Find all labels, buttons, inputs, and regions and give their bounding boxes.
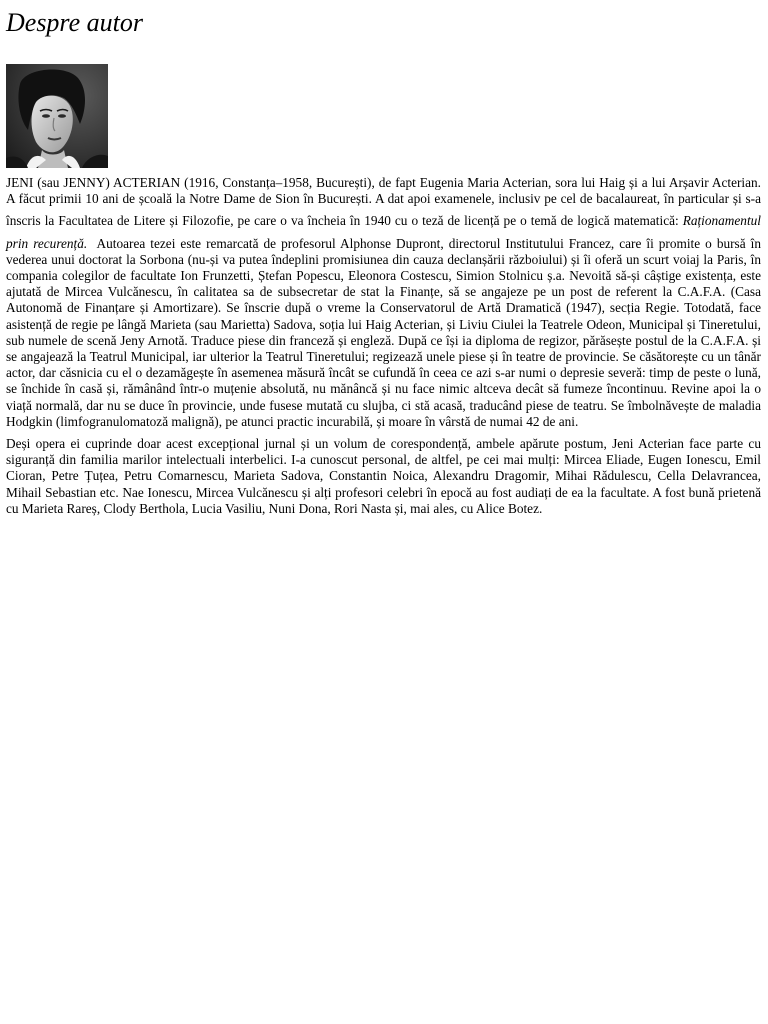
legacy-paragraph: Deși opera ei cuprinde doar acest excepțional jurnal și un volum de corespondență, ambele apărute postum, Jeni Acterian face parte cu siguranță din familia marilor intelectuali interbelici. I-a cunoscut personal, de altfel, pe cei mai mulți: Mircea Eliade, Eugen Ionescu, Emil Cioran, Petre Țuțea, Petru Comarnescu, Marieta Sadova, Constantin Noica, Alexandru Dragomir, Mihai Rădulescu, Cella Delavrancea, Mihail Sebastian etc. Nae Ionescu, Mircea Vulcănescu și alți profesori celebri în epocă au fost audiați de ea la facultate. A fost bună prietenă cu Marieta Rareș, Clody Berthola, Lucia Vasiliu, Nuni Dona, Rori Nasta și, mai ales, cu Alice Botez. bbox=[6, 436, 761, 516]
biography-paragraph bbox=[6, 175, 765, 430]
document-page bbox=[6, 0, 765, 517]
page-title: Despre autor bbox=[6, 8, 143, 37]
biography-line bbox=[6, 213, 761, 229]
biography-line: JENI (sau JENNY) ACTERIAN (1916, Constanța–1958, București), de fapt Eugenia Maria Acterian, sora lui Haig și a lui Arșavir Acterian. bbox=[6, 175, 761, 190]
biography-text: Autoarea tezei este remarcată de profesorul Alphonse Dupront, directorul Institutului Francez, care îi promite o bursă în vederea unui doctorat la Sorbona (nu-și va putea îndeplini promisiunea din cauza declanșării războiului) și îi oferă un scurt voiaj la Paris, în compania colegilor de facultate Ion Frunzetti, Ștefan Popescu, Eleonora Costescu, Simion Stolnicu ș.a. Nevoită să-și câștige existența, este ajutată de Mircea Vulcănescu, în calitatea sa de subsecretar de stat la Finanțe, să se angajeze pe un post de referent la C.A.F.A. (Casa Autonomă de Finanțare și Amortizare). Se înscrie după o vreme la Conservatorul de Artă Dramatică (1947), secția Regie. Totodată, face asistență de regie pe lângă Marieta (sau Marietta) Sadova, soția lui Haig Acterian, și Liviu Ciulei la Teatrele Odeon, Municipal și Tineretului, sub numele de scenă Jeny Arnotă. Traduce piese din franceză și engleză. După ce își ia diploma de regizor, părăsește postul de la C.A.F.A. și se angajează la Teatrul Municipal, iar ulterior la Teatrul Tineretului; regizează unele piese și în teatre de provincie. Se căsătorește cu un tânăr actor, dar căsnicia cu el o dezamăgește în asemenea măsură încât se cufundă în ceea ce azi s-ar numi o depresie severă: timp de peste o lună, se închide în casă și, rămânând într-o muțenie absolută, nu mănâncă și nu face nimic altceva decât să fumeze încontinuu. Revine apoi la o viață normală, dar nu se duce în provincie, unde fusese mutată cu slujba, ci stă acasă, traducând piese de teatru. Se îmbolnăvește de maladia Hodgkin (limfogranulomatoză malignă), pe atunci practic incurabilă, și moare în vârstă de numai 42 de ani. bbox=[6, 235, 765, 429]
author-portrait bbox=[6, 64, 108, 168]
thesis-title-continued: prin recurență. bbox=[6, 235, 88, 251]
biography-line: A făcut primii 10 ani de școală la Notre Dame de Sion în București. A dat apoi examenele, inclusiv pe cel de bacalaureat, în particular și s-a bbox=[6, 191, 761, 207]
thesis-title: Raționamentul bbox=[682, 213, 761, 229]
biography-text: înscris la Facultatea de Litere și Filozofie, pe care o va încheia în 1940 cu o teză de licență pe o temă de logică matematică: bbox=[6, 213, 683, 229]
